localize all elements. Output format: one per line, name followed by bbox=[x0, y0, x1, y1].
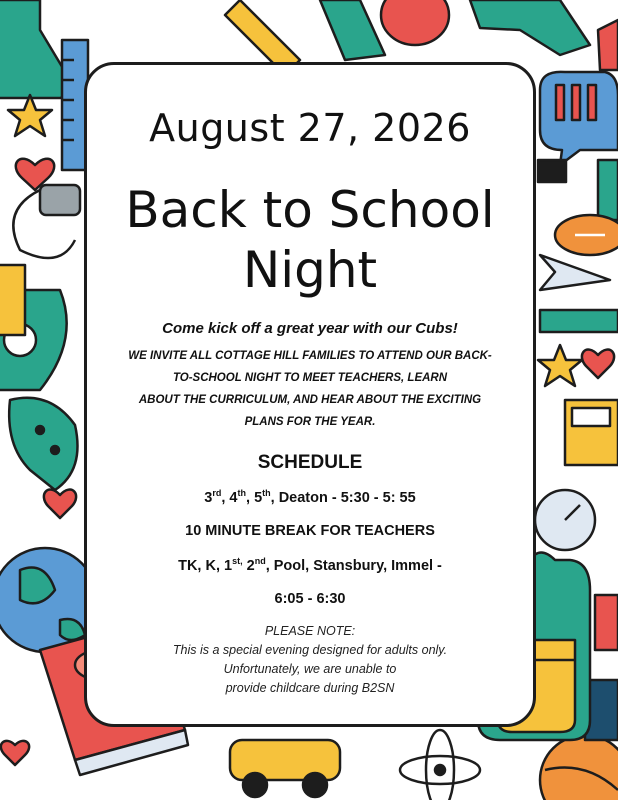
note-block bbox=[84, 622, 536, 698]
schedule-row-break: 10 MINUTE BREAK FOR TEACHERS bbox=[185, 523, 435, 539]
atom-icon bbox=[400, 730, 480, 800]
event-date: August 27, 2026 bbox=[149, 106, 471, 150]
grade-suffix: th bbox=[237, 488, 246, 498]
grade-list: TK, K, 1 bbox=[178, 557, 233, 574]
heart-icon bbox=[44, 490, 76, 518]
schedule-heading: SCHEDULE bbox=[257, 452, 363, 473]
grade-suffix: st, bbox=[232, 556, 243, 566]
invitation-line: TO-SCHOOL NIGHT TO MEET TEACHERS, LEARN bbox=[172, 372, 448, 384]
grade-suffix: rd bbox=[212, 488, 222, 498]
tagline: Come kick off a great year with our Cubs! bbox=[162, 320, 458, 337]
basketball-icon bbox=[540, 735, 618, 800]
binder-clip-icon bbox=[538, 160, 566, 182]
invitation-line: WE INVITE ALL COTTAGE HILL FAMILIES TO ATTEND OUR BACK- bbox=[128, 350, 492, 362]
shovel-icon bbox=[320, 0, 385, 60]
note-line: provide childcare during B2SN bbox=[225, 681, 395, 695]
paper-plane-icon bbox=[540, 255, 610, 290]
marker-icon bbox=[540, 310, 618, 332]
schedule-time: Deaton - 5:30 - 5: 55 bbox=[278, 489, 416, 506]
grade-number: 5 bbox=[254, 489, 263, 506]
heart-icon bbox=[1, 741, 29, 765]
note-line: This is a special evening designed for adults only. bbox=[172, 643, 448, 657]
speech-bubble-icon bbox=[540, 72, 618, 165]
alarm-clock-icon bbox=[535, 490, 595, 550]
pink-block-icon bbox=[595, 595, 618, 650]
title-line-2: Night bbox=[242, 241, 378, 299]
heart-icon bbox=[582, 350, 614, 378]
flask-icon bbox=[0, 0, 71, 98]
bottle-icon bbox=[470, 0, 590, 55]
title-line-1: Back to School bbox=[125, 181, 495, 239]
bulb-icon bbox=[9, 398, 77, 490]
invitation-line: ABOUT THE CURRICULUM, AND HEAR ABOUT THE EXCITING bbox=[138, 394, 482, 406]
schedule-row-time: 6:05 - 6:30 bbox=[274, 591, 346, 607]
car-icon bbox=[230, 740, 340, 797]
grade-number: 4 bbox=[229, 489, 238, 506]
grade-suffix: nd bbox=[254, 556, 266, 566]
invitation-text bbox=[110, 345, 510, 433]
earbuds-icon bbox=[13, 185, 80, 258]
note-line: Unfortunately, we are unable to bbox=[223, 662, 397, 676]
schedule-row-upper-grades: 3rd, 4th, 5th, Deaton - 5:30 - 5: 55 bbox=[204, 488, 416, 506]
book-stack-icon bbox=[598, 160, 618, 220]
globe-icon bbox=[0, 548, 97, 652]
yellow-block-icon bbox=[0, 265, 25, 335]
note-heading: PLEASE NOTE: bbox=[264, 624, 356, 638]
event-title bbox=[84, 180, 536, 300]
grade-number: 2 bbox=[246, 557, 255, 574]
calculator-icon bbox=[565, 400, 618, 465]
star-icon bbox=[8, 95, 52, 136]
invitation-line: PLANS FOR THE YEAR. bbox=[244, 416, 376, 428]
football-icon bbox=[555, 215, 618, 255]
apple-icon bbox=[381, 0, 449, 45]
pink-cube-icon bbox=[598, 20, 618, 70]
star-icon bbox=[538, 345, 582, 386]
grade-number: 3 bbox=[204, 489, 213, 506]
schedule-row-lower-grades: TK, K, $1^{st,}$ 2nd, Pool, Stansbury, Immel - bbox=[178, 556, 442, 574]
teacher-names: Pool, Stansbury, Immel - bbox=[273, 557, 442, 574]
grade-suffix: th bbox=[262, 488, 271, 498]
